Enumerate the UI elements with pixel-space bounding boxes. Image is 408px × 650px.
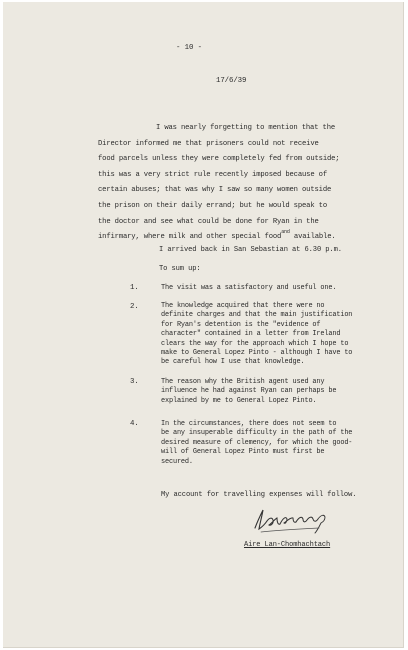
point-line: will of General Lopez Pinto must first be <box>161 448 325 457</box>
point-1-text <box>161 284 387 293</box>
point-number: 4. <box>130 420 139 428</box>
point-line: The visit was a satisfactory and useful one. <box>161 284 337 292</box>
sum-up-heading: To sum up: <box>159 265 201 273</box>
paragraph-line: the prison on their daily errand; but he would speak to <box>98 201 327 210</box>
point-line: make to General Lopez Pinto - although I have to <box>161 349 353 358</box>
letter-date: 17/6/39 <box>216 77 247 85</box>
point-line: be careful how I use that knowledge. <box>161 358 305 367</box>
point-4-text <box>161 420 387 467</box>
point-line: character" contained in a letter from Ireland <box>161 330 341 339</box>
point-line: In the circumstances, there does not seem to <box>161 420 337 428</box>
interlinear-insertion: and <box>281 229 290 236</box>
point-line: secured. <box>161 457 193 466</box>
point-line: definite charges and that the main justification <box>161 311 353 320</box>
paragraph-line: Director informed me that prisoners could not receive <box>98 139 319 148</box>
paragraph-line: certain abuses; that was why I saw so many women outside <box>98 186 332 195</box>
point-line: The knowledge acquired that there were no <box>161 302 325 310</box>
paragraph-line-last <box>98 230 339 246</box>
point-2-text <box>161 302 387 368</box>
paragraph-line: food parcels unless they were completely fed from outside; <box>98 155 340 164</box>
point-line: explained by me to General Lopez Pinto. <box>161 396 317 405</box>
point-number: 2. <box>130 303 139 311</box>
point-number: 3. <box>130 378 139 386</box>
handwritten-signature <box>249 506 331 536</box>
point-line: clears the way for the approach which I hope to <box>161 339 349 348</box>
paragraph-line-text: infirmary, where milk and other special food <box>98 233 282 242</box>
point-line: influence he had against Ryan can perhaps be <box>161 387 337 396</box>
point-line: desired measure of clemency, for which the good- <box>161 438 353 447</box>
letter-page <box>3 2 404 648</box>
paragraph-line: the doctor and see what could be done for Ryan in the <box>98 217 319 226</box>
paragraph-line: I was nearly forgetting to mention that the <box>156 124 336 132</box>
point-line: be any insuperable difficulty in the path of the <box>161 429 353 438</box>
point-line: The reason why the British agent used any <box>161 378 325 386</box>
signature-name: Aire Lan-Chomhachtach <box>244 541 331 549</box>
point-number: 1. <box>130 284 139 292</box>
paragraph-line: this was a very strict rule recently imposed because of <box>98 170 327 179</box>
page-number: - 10 - <box>176 44 203 52</box>
point-line: for Ryan's detention is the "evidence of <box>161 320 321 329</box>
point-3-text <box>161 378 387 406</box>
paragraph-line-ending: available. <box>289 233 336 242</box>
paragraph-prisoner-food <box>98 121 339 246</box>
closing-sentence: My account for travelling expenses will follow. <box>161 491 357 499</box>
arrival-sentence: I arrived back in San Sebastian at 6.30 p.m. <box>159 246 342 254</box>
